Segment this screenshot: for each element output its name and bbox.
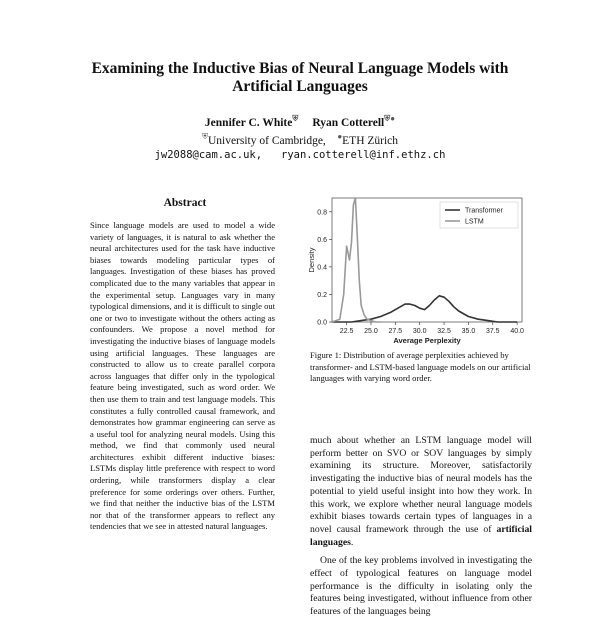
y-tick-label: 0.4 bbox=[317, 264, 327, 272]
author-name: Jennifer C. White bbox=[204, 116, 293, 129]
x-tick-label: 30.0 bbox=[412, 328, 427, 335]
x-axis-label: Average Perplexity bbox=[393, 336, 461, 345]
legend-label: Transformer bbox=[465, 207, 503, 215]
affiliation-line bbox=[0, 132, 600, 147]
cambridge-crest-icon: ⛨ bbox=[384, 114, 391, 123]
x-tick-label: 32.5 bbox=[437, 328, 451, 335]
x-tick-label: 35.0 bbox=[461, 328, 476, 335]
author-line bbox=[0, 114, 600, 129]
cambridge-crest-icon: ⛨ bbox=[292, 114, 299, 123]
y-axis-label: Density bbox=[307, 247, 316, 273]
perplexity-density-chart bbox=[308, 192, 530, 345]
body-paragraph: One of the key problems involved in investigating the effect of typological features on language model performance is the difficulty in isolating only the features being investigated, without influence from other features of the languages being bbox=[310, 555, 532, 618]
eth-marker-icon: ● bbox=[390, 114, 396, 123]
series-line-lstm bbox=[332, 198, 381, 322]
email-line: jw2088@cam.ac.uk, ryan.cotterell@inf.ethz.ch bbox=[154, 149, 446, 161]
body-emphasis: artificial languages bbox=[310, 523, 532, 548]
x-tick-label: 22.5 bbox=[339, 328, 354, 335]
y-tick-label: 0.2 bbox=[317, 291, 327, 299]
series-line-transformer bbox=[332, 296, 517, 322]
x-tick-label: 40.0 bbox=[510, 328, 524, 335]
body-text: . bbox=[350, 536, 354, 548]
body-paragraph bbox=[310, 435, 532, 549]
y-tick-label: 0.0 bbox=[317, 319, 327, 327]
eth-marker-icon: ● bbox=[337, 132, 343, 141]
body-column bbox=[310, 435, 532, 625]
x-tick-label: 37.5 bbox=[485, 328, 500, 335]
paper-title: Examining the Inductive Bias of Neural Language Models with Artificial Languages bbox=[91, 60, 509, 95]
body-text: much about whether an LSTM language model will perform better on SVO or SOV languages by simply examining its structure. Moreover, satisfactorily investigating the inductive bias of neural models has the potential to yield useful insight into how they work. In this work, we explore whether neural language models exhibit biases towards certain types of languages in a novel causal framework through the use of bbox=[310, 435, 532, 535]
figure-caption: Figure 1: Distribution of average perplexities achieved by transformer- and LSTM-based language models on our artificial languages with varying word order. bbox=[310, 350, 531, 384]
abstract-heading: Abstract bbox=[163, 197, 207, 209]
affiliation: ETH Zürich bbox=[342, 134, 399, 147]
abstract-text: Since language models are used to model a wide variety of languages, it is natural to ask whether the neural architectures used for the task have inductive biases towards modeling particular types of languages. Investigation of these biases has proved complicated due to the many variables that appear in the experimental setup. Languages vary in many typological dimensions, and it is difficult to single out one or two to investigate without the others acting as confounders. We propose a novel method for investigating the inductive biases of language models using artificial languages. These languages are constructed to allow us to create parallel corpora across languages that differ only in the typological feature being investigated, such as word order. We then use them to train and test language models. This constitutes a fully controlled causal framework, and demonstrates how grammar engineering can serve as a useful tool for analyzing neural models. Using this method, we find that commonly used neural architectures exhibit different inductive biases: LSTMs display little preference with respect to word ordering, while transformers display a clear preference for some orderings over others. Further, we find that neither the inductive bias of the LSTM nor that of the transformer appears to reflect any tendencies that we see in attested natural languages. bbox=[90, 220, 275, 532]
cambridge-crest-icon: ⛨ bbox=[201, 132, 208, 141]
affiliation: University of Cambridge, bbox=[207, 134, 326, 147]
y-tick-label: 0.8 bbox=[317, 209, 327, 217]
x-tick-label: 27.5 bbox=[388, 328, 403, 335]
x-tick-label: 25.0 bbox=[364, 328, 378, 335]
y-tick-label: 0.6 bbox=[317, 236, 327, 244]
legend-label: LSTM bbox=[465, 218, 484, 226]
author-name: Ryan Cotterell bbox=[312, 116, 385, 129]
